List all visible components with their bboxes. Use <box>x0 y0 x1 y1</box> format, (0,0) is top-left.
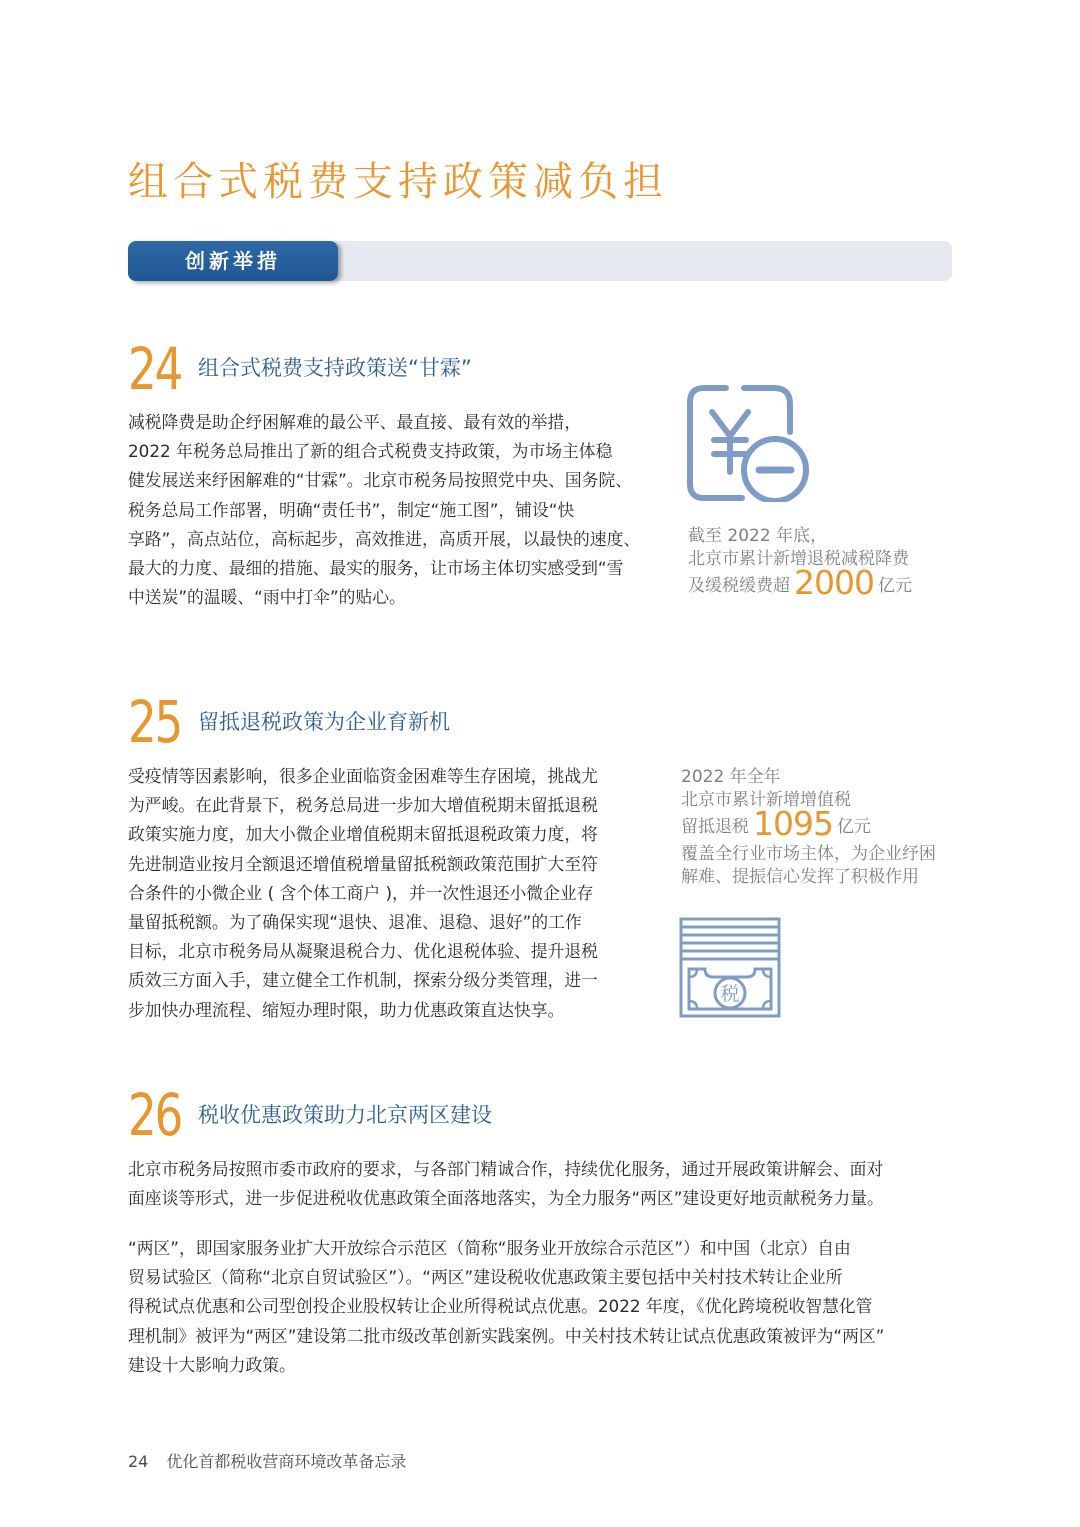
page-footer <box>128 1449 406 1472</box>
section-body-24 <box>128 408 640 612</box>
stat-line: 2022 年全年 <box>681 767 781 787</box>
section-title-24: 组合式税费支持政策送“甘霖” <box>198 356 472 380</box>
body-line: 建设十大影响力政策。 <box>128 1354 296 1375</box>
stat-line: 解难、提振信心发挥了积极作用 <box>681 867 919 887</box>
yuan-minus-icon <box>686 384 812 502</box>
stat-box-25 <box>681 766 936 889</box>
stat-prefix: 留抵退税 <box>681 817 749 837</box>
body-line: 面座谈等形式，进一步促进税收优惠政策全面落地落实，为全力服务“两区”建设更好地贡献税务力量。 <box>128 1188 884 1209</box>
body-line: 最大的力度、最细的措施、最实的服务，让市场主体切实感受到“雪 <box>128 558 624 579</box>
tax-bill-icon <box>679 917 783 1019</box>
section-title-26: 税收优惠政策助力北京两区建设 <box>198 1103 492 1127</box>
body-line: “两区”，即国家服务业扩大开放综合示范区（简称“服务业开放综合示范区”）和中国（北京）自由 <box>128 1238 851 1258</box>
body-line: 理机制》被评为“两区”建设第二批市级改革创新实践案例。中关村技术转让试点优惠政策被评为“两区” <box>128 1325 885 1346</box>
body-line: 先进制造业按月全额退还增值税增量留抵税额政策范围扩大至符 <box>128 853 598 874</box>
stat-unit: 亿元 <box>877 576 912 596</box>
body-line: 减税降费是助企纾困解难的最公平、最直接、最有效的举措， <box>128 412 582 432</box>
section-number-26: 26 <box>128 1081 181 1149</box>
stat-line-value <box>681 804 936 843</box>
body-line: 步加快办理流程、缩短办理时限，助力优惠政策直达快享。 <box>128 999 565 1020</box>
stat-value: 1095 <box>753 804 833 843</box>
body-line: 贸易试验区（简称“北京自贸试验区”）。“两区”建设税收优惠政策主要包括中关村技术转让企业所 <box>128 1267 843 1288</box>
stat-box-24 <box>688 525 912 602</box>
body-line: 质效三方面入手，建立健全工作机制，探索分级分类管理，进一 <box>128 970 598 991</box>
stat-line-value <box>688 563 912 602</box>
section-body-26-para2 <box>128 1234 884 1380</box>
stat-line: 北京市累计新增增值税 <box>681 790 851 810</box>
stat-unit: 亿元 <box>836 817 871 837</box>
page-title: 组合式税费支持政策减负担 <box>128 159 668 205</box>
section-number-25: 25 <box>128 688 181 756</box>
page-number: 24 <box>128 1452 149 1471</box>
body-line: 目标，北京市税务局从凝聚退税合力、优化退税体验、提升退税 <box>128 941 598 962</box>
section-number-24: 24 <box>128 335 181 403</box>
body-line: 税务总局工作部署，明确“责任书”，制定“施工图”，铺设“快 <box>128 499 575 520</box>
body-line: 受疫情等因素影响，很多企业面临资金困难等生存困境，挑战尤 <box>128 766 598 786</box>
document-title: 优化首都税收营商环境改革备忘录 <box>166 1452 407 1471</box>
body-line: 为严峻。在此背景下，税务总局进一步加大增值税期末留抵退税 <box>128 795 598 816</box>
body-line: 中送炭”的温暖、“雨中打伞”的贴心。 <box>128 587 406 608</box>
stat-line: 北京市累计新增退税减税降费 <box>688 549 909 569</box>
banner-tab-label: 创新举措 <box>128 241 338 281</box>
section-banner <box>128 241 952 281</box>
body-line: 2022 年税务总局推出了新的组合式税费支持政策，为市场主体稳 <box>128 441 613 462</box>
body-line: 量留抵税额。为了确保实现“退快、退准、退稳、退好”的工作 <box>128 912 582 933</box>
body-line: 享路”，高点站位，高标起步，高效推进，高质开展，以最快的速度、 <box>128 528 641 549</box>
section-title-25: 留抵退税政策为企业育新机 <box>198 710 450 734</box>
stat-line: 覆盖全行业市场主体，为企业纾困 <box>681 844 936 864</box>
section-body-26-para1 <box>128 1155 884 1214</box>
stat-line: 截至 2022 年底， <box>688 526 828 546</box>
section-body-25 <box>128 762 598 1025</box>
body-line: 合条件的小微企业 ( 含个体工商户 )，并一次性退还小微企业存 <box>128 882 594 903</box>
body-line: 北京市税务局按照市委市政府的要求，与各部门精诚合作，持续优化服务，通过开展政策讲解会、面对 <box>128 1159 884 1179</box>
stat-prefix: 及缓税缓费超 <box>688 576 790 596</box>
stat-value: 2000 <box>794 563 874 602</box>
body-line: 政策实施力度，加大小微企业增值税期末留抵退税政策力度，将 <box>128 824 598 845</box>
tax-char: 税 <box>720 983 740 1005</box>
body-line: 得税试点优惠和公司型创投企业股权转让企业所得税试点优惠。2022 年度，《优化跨境税收智慧化管 <box>128 1296 873 1317</box>
body-line: 健发展送来纾困解难的“甘霖”。北京市税务局按照党中央、国务院、 <box>128 470 633 491</box>
